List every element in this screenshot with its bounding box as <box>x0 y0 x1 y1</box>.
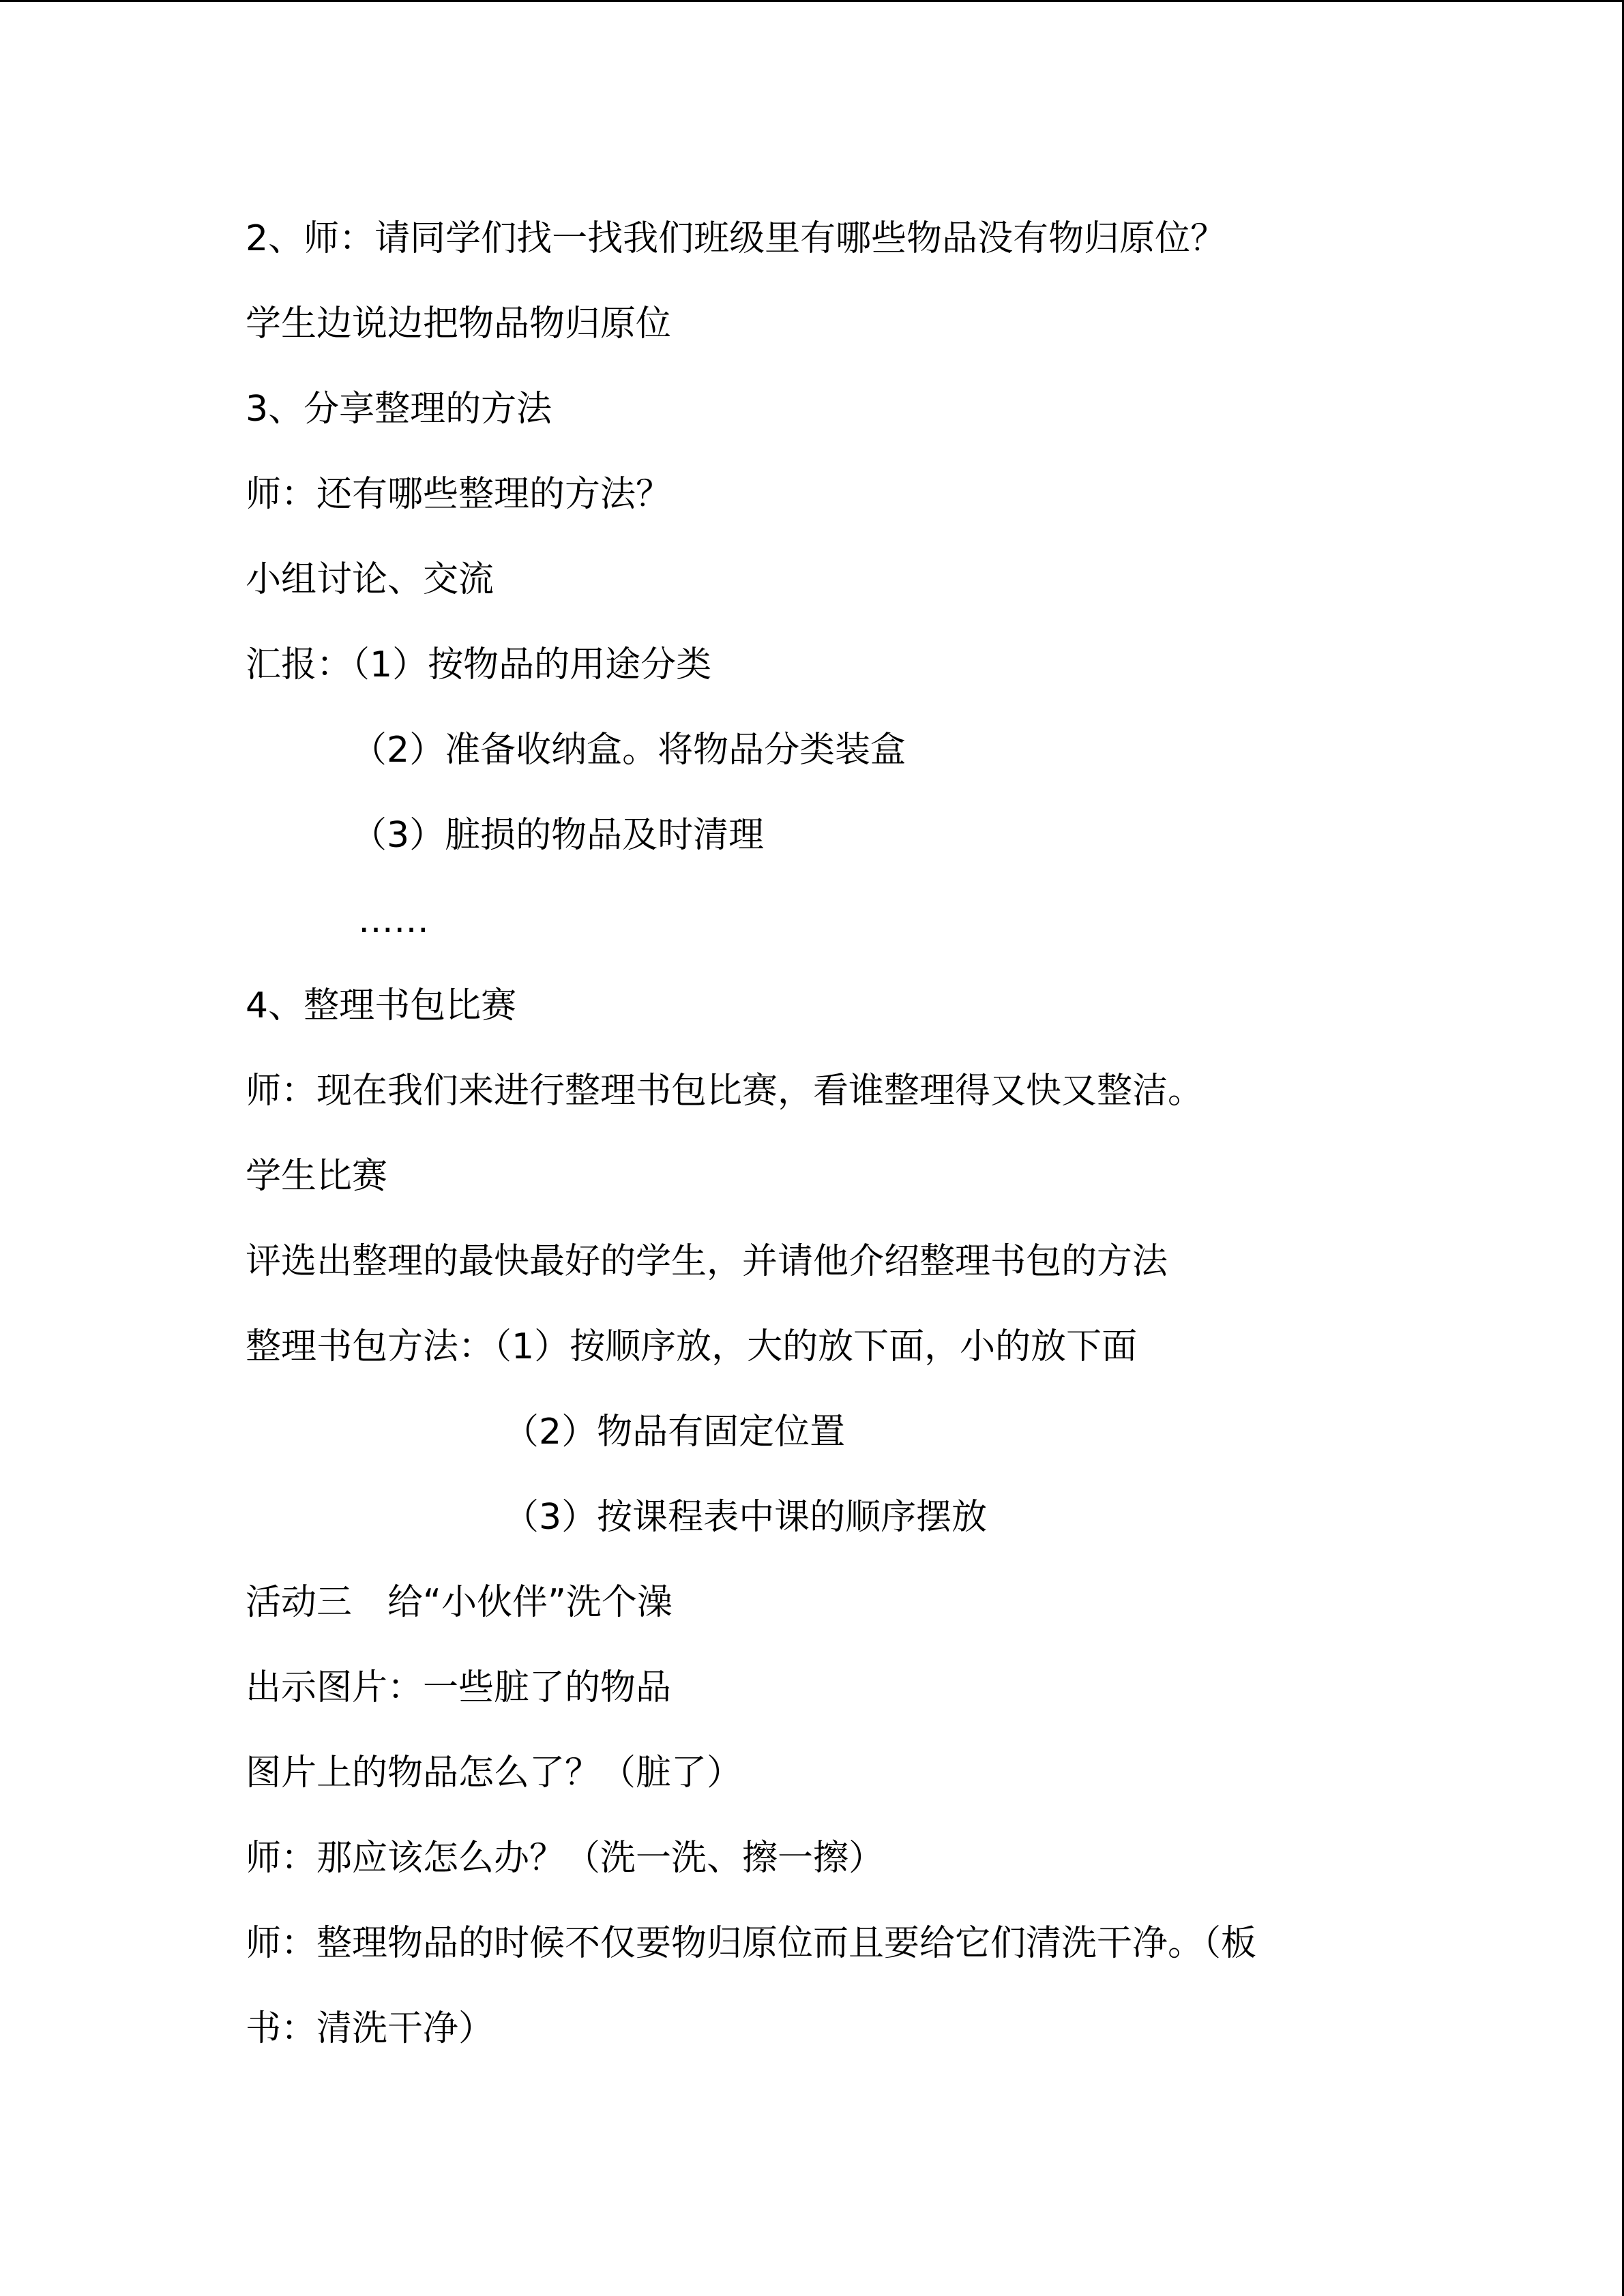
text-line: 师：还有哪些整理的方法？ <box>246 474 672 515</box>
text-line: （2）准备收纳盒。将物品分类装盒 <box>351 730 906 771</box>
text-line: 整理书包方法：（1）按顺序放，大的放下面，小的放下面 <box>246 1326 1138 1367</box>
text-line: 3、分享整理的方法 <box>246 389 552 430</box>
text-line: 出示图片：一些脏了的物品 <box>246 1667 672 1708</box>
text-line: 师：现在我们来进行整理书包比赛，看谁整理得又快又整洁。 <box>246 1071 1204 1112</box>
page-top-border <box>0 0 1624 2</box>
text-line: 汇报：（1）按物品的用途分类 <box>246 644 712 685</box>
text-line: 图片上的物品怎么了？（脏了） <box>246 1753 743 1793</box>
text-line: 2、师：请同学们找一找我们班级里有哪些物品没有物归原位？ <box>246 218 1226 259</box>
ellipsis-line: …… <box>358 900 429 941</box>
text-line: （3）脏损的物品及时清理 <box>351 815 765 856</box>
text-line: 学生边说边把物品物归原位 <box>246 303 672 344</box>
text-line: （3）按课程表中课的顺序摆放 <box>503 1497 988 1538</box>
text-line: 师：那应该怎么办？（洗一洗、擦一擦） <box>246 1838 885 1879</box>
text-line: 活动三 给“小伙伴”洗个澡 <box>246 1582 673 1623</box>
text-line: 4、整理书包比赛 <box>246 985 517 1026</box>
text-line: 学生比赛 <box>246 1156 388 1197</box>
text-line: 书：清洗干净） <box>246 2008 494 2049</box>
text-line: 小组讨论、交流 <box>246 559 494 600</box>
text-line: （2）物品有固定位置 <box>503 1412 846 1452</box>
text-line: 评选出整理的最快最好的学生，并请他介绍整理书包的方法 <box>246 1241 1168 1282</box>
text-line: 师：整理物品的时候不仅要物归原位而且要给它们清洗干净。（板 <box>246 1923 1257 1964</box>
